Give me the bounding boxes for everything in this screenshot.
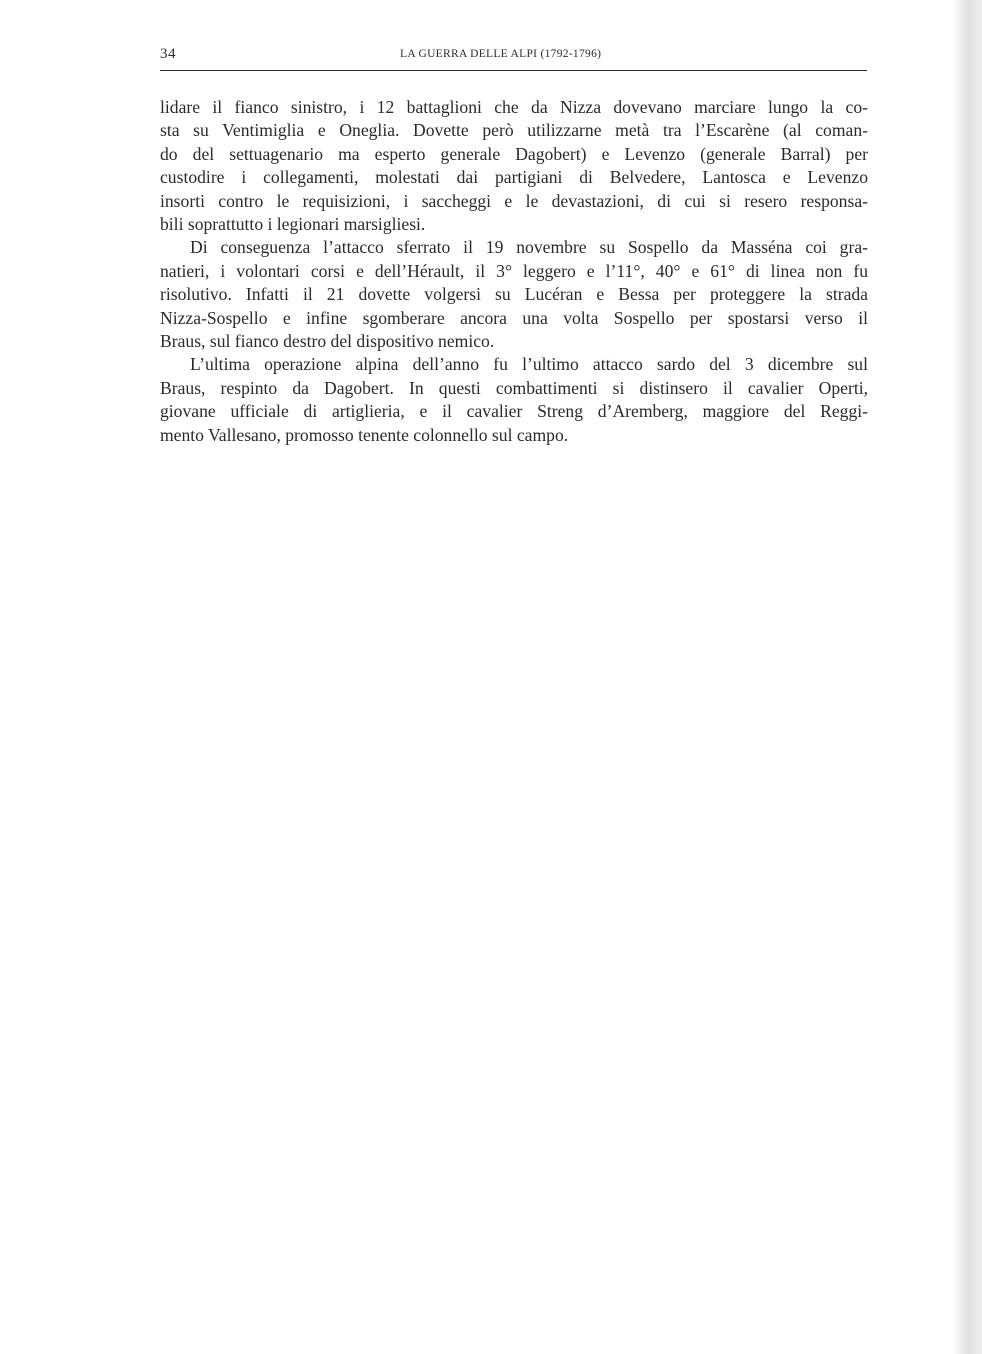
paragraph xyxy=(160,353,868,447)
text-line: lidare il fianco sinistro, i 12 battaglioni che da Nizza dovevano marciare lungo la co- xyxy=(160,97,868,117)
body-text xyxy=(160,96,868,447)
text-line: custodire i collegamenti, molestati dai partigiani di Belvedere, Lantosca e Levenzo xyxy=(160,167,868,188)
page-number: 34 xyxy=(160,46,176,62)
text-line: Braus, sul fianco destro del dispositivo nemico. xyxy=(160,331,495,352)
text-line: risolutivo. Infatti il 21 dovette volgersi su Lucéran e Bessa per proteggere la strada xyxy=(160,284,868,305)
text-line: L’ultima operazione alpina dell’anno fu l’ultimo attacco sardo del 3 dicembre sul xyxy=(190,354,868,375)
text-line: Nizza-Sospello e infine sgomberare ancora una volta Sospello per spostarsi verso il xyxy=(160,307,868,328)
text-line: giovane ufficiale di artiglieria, e il cavalier Streng d’Aremberg, maggiore del Reggi- xyxy=(160,401,868,422)
paragraph xyxy=(160,96,868,236)
text-line: bili soprattutto i legionari marsigliesi. xyxy=(160,214,426,235)
running-title: LA GUERRA DELLE ALPI (1792-1796) xyxy=(400,48,602,60)
text-line: sta su Ventimiglia e Oneglia. Dovette però utilizzarne metà tra l’Escarène (al coman- xyxy=(160,120,868,141)
paragraph xyxy=(160,236,868,353)
text-line: Di conseguenza l’attacco sferrato il 19 novembre su Sospello da Masséna coi gra- xyxy=(190,237,868,258)
page-edge-shadow xyxy=(952,0,982,1354)
page-header xyxy=(160,46,867,71)
text-line: Braus, respinto da Dagobert. In questi combattimenti si distinsero il cavalier Operti, xyxy=(160,377,868,398)
text-line: do del settuagenario ma esperto generale Dagobert) e Levenzo (generale Barral) per xyxy=(160,143,868,164)
text-line: natieri, i volontari corsi e dell’Hérault, il 3° leggero e l’11°, 40° e 61° di linea non fu xyxy=(160,260,868,281)
text-line: mento Vallesano, promosso tenente colonnello sul campo. xyxy=(160,424,569,445)
text-line: insorti contro le requisizioni, i saccheggi e le devastazioni, di cui si resero responsa- xyxy=(160,190,868,211)
